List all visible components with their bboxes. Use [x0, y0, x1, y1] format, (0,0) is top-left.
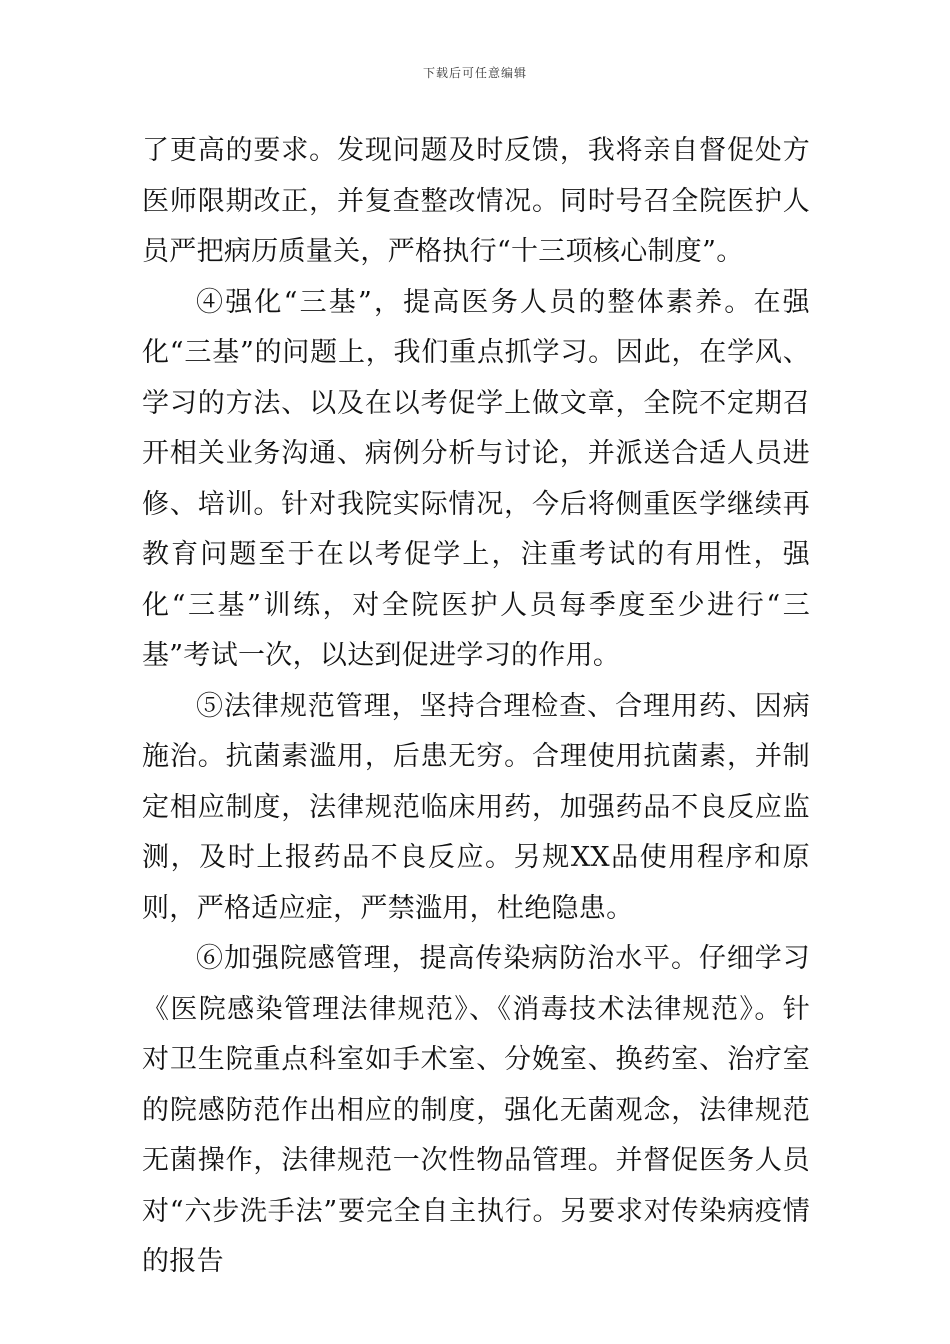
paragraph-infection-control: ⑥加强院感管理，提高传染病防治水平。仔细学习《医院感染管理法律规范》、《消毒技术法律规范》。针对卫生院重点科室如手术室、分娩室、换药室、治疗室的院感防范作出相应的制度，强化无菌观念，法律规范无菌操作，法律规范一次性物品管理。并督促医务人员对“六步洗手法”要完全自主执行。另要求对传染病疫情的报告 — [142, 943, 810, 1277]
paragraph-continuation: 了更高的要求。发现问题及时反馈，我将亲自督促处方医师限期改正，并复查整改情况。同时号召全院医护人员严把病历质量关，严格执行“十三项核心制度”。 — [142, 135, 810, 267]
page-header: 下载后可任意编辑 — [422, 66, 527, 80]
paragraph-strengthen-three-basics: ④强化“三基”，提高医务人员的整体素养。在强化“三基”的问题上，我们重点抓学习。因此，在学风、学习的方法、以及在以考促学上做文章，全院不定期召开相关业务沟通、病例分析与讨论，并派送合适人员进修、培训。针对我院实际情况，今后将侧重医学继续再教育问题至于在以考促学上，注重考试的有用性，强化“三基”训练，对全院医护人员每季度至少进行“三基”考试一次，以达到促进学习的作用。 — [142, 286, 810, 671]
paragraph-legal-standard-management: ⑤法律规范管理，坚持合理检查、合理用药、因病施治。抗菌素滥用，后患无穷。合理使用抗菌素，并制定相应制度，法律规范临床用药，加强药品不良反应监测，及时上报药品不良反应。另规XX品使用程序和原则，严格适应症，严禁滥用，杜绝隐患。 — [142, 690, 810, 924]
document-body — [142, 126, 810, 1288]
